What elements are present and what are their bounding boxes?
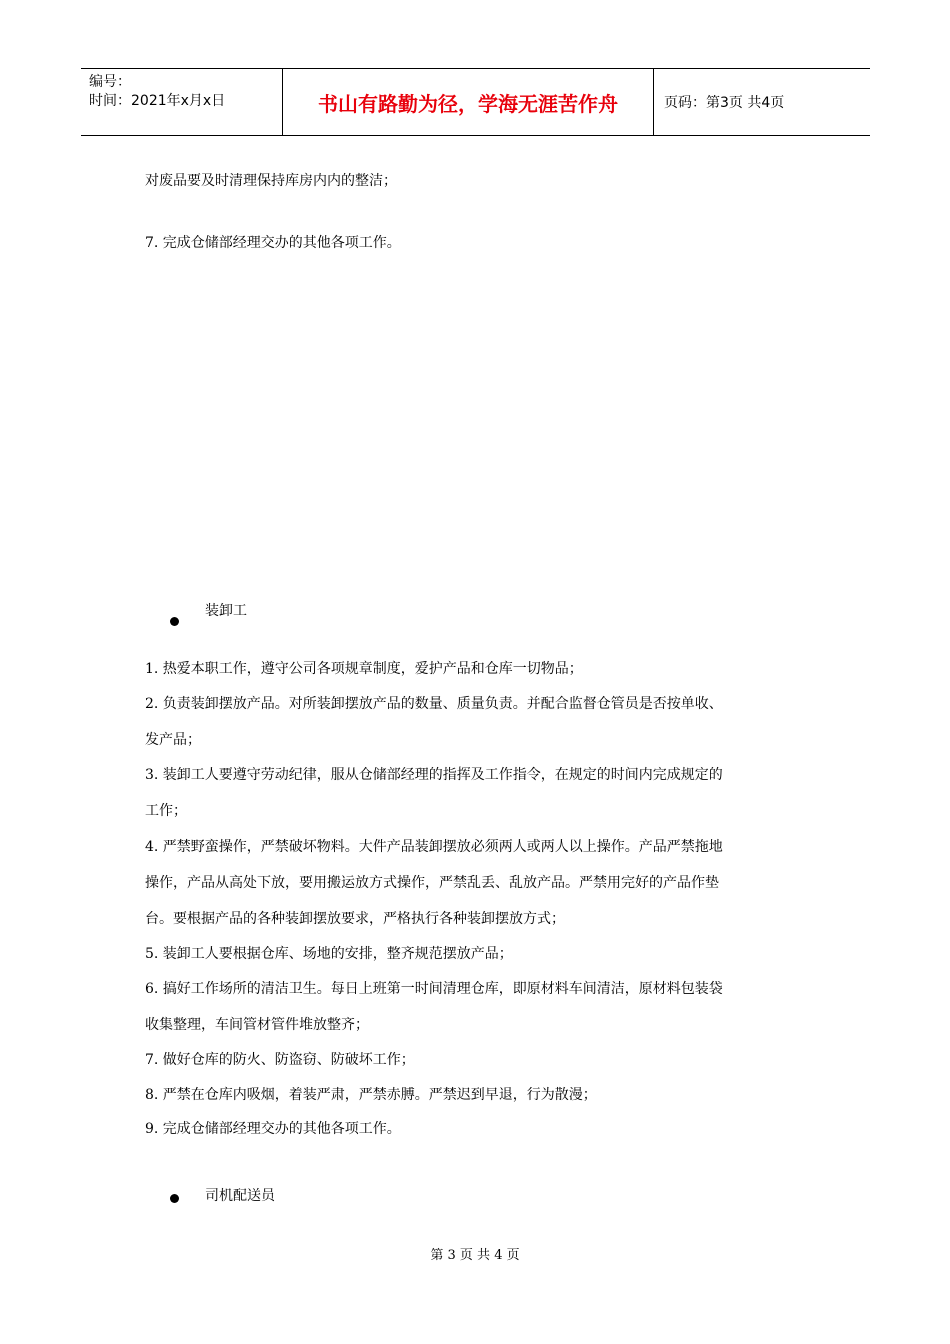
document-header <box>81 68 870 136</box>
list-line: 工作； <box>145 803 187 819</box>
header-motto: 书山有路勤为径，学海无涯苦作舟 <box>282 69 654 135</box>
time-label: 时间：2021年x月x日 <box>89 93 226 109</box>
list-line: 3. 装卸工人要遵守劳动纪律，服从仓储部经理的指挥及工作指令，在规定的时间内完成规定的 <box>145 767 723 783</box>
list-line: 7. 做好仓库的防火、防盗窃、防破坏工作； <box>145 1052 415 1068</box>
list-line: 6. 搞好工作场所的清洁卫生。每日上班第一时间清理仓库，即原材料车间清洁，原材料包装袋 <box>145 981 723 997</box>
list-line: 1. 热爱本职工作，遵守公司各项规章制度，爱护产品和仓库一切物品； <box>145 661 583 677</box>
list-line: 4. 严禁野蛮操作，严禁破坏物料。大件产品装卸摆放必须两人或两人以上操作。产品严禁拖地 <box>145 839 723 855</box>
list-line: 9. 完成仓储部经理交办的其他各项工作。 <box>145 1121 401 1137</box>
list-line: 收集整理，车间管材管件堆放整齐； <box>145 1017 369 1033</box>
list-line: 发产品； <box>145 732 201 748</box>
list-line: 2. 负责装卸摆放产品。对所装卸摆放产品的数量、质量负责。并配合监督仓管员是否按单收、 <box>145 696 723 712</box>
number-label: 编号： <box>89 74 131 90</box>
paragraph-line: 7. 完成仓储部经理交办的其他各项工作。 <box>145 235 401 251</box>
bullet-icon <box>170 1194 179 1203</box>
page-footer: 第 3 页 共 4 页 <box>430 1248 520 1263</box>
list-line: 8. 严禁在仓库内吸烟，着装严肃，严禁赤膊。严禁迟到早退，行为散漫； <box>145 1087 597 1103</box>
section-title: 装卸工 <box>205 603 247 619</box>
paragraph-line: 对废品要及时清理保持库房内内的整洁； <box>145 173 397 189</box>
list-line: 5. 装卸工人要根据仓库、场地的安排，整齐规范摆放产品； <box>145 946 513 962</box>
section-title: 司机配送员 <box>205 1188 275 1204</box>
list-line: 操作，产品从高处下放，要用搬运放方式操作，严禁乱丢、乱放产品。严禁用完好的产品作垫 <box>145 875 719 891</box>
bullet-icon <box>170 617 179 626</box>
list-line: 台。要根据产品的各种装卸摆放要求，严格执行各种装卸摆放方式； <box>145 911 565 927</box>
header-page-info: 页码：第3页 共4页 <box>664 95 785 111</box>
header-meta <box>81 69 282 135</box>
